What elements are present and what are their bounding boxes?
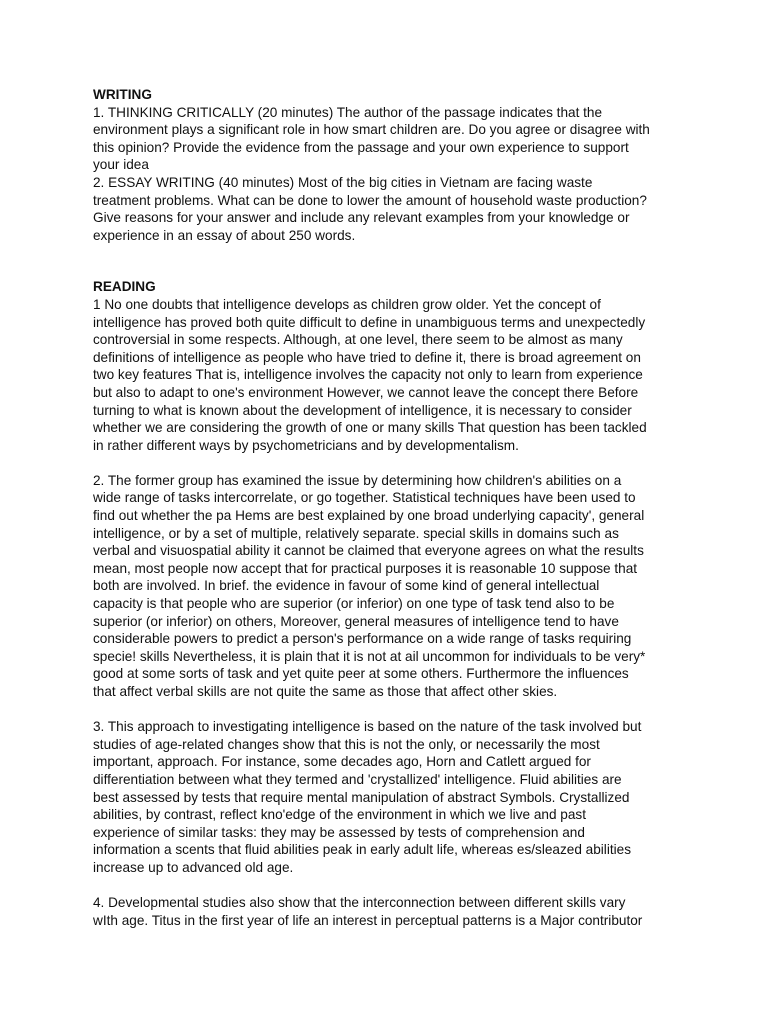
text-line: your idea xyxy=(93,157,149,173)
text-line: 1 No one doubts that intelligence develops as children grow older. Yet the concept of xyxy=(93,296,601,312)
text-line: this opinion? Provide the evidence from the passage and your own experience to support xyxy=(93,139,629,155)
text-line: whether we are considering the growth of one or many skills That question has been tackled xyxy=(93,420,647,436)
text-line: 4. Developmental studies also show that the interconnection between different skills vary xyxy=(93,895,626,911)
text-line: 2. The former group has examined the issue by determining how children's abilities on a xyxy=(93,472,622,488)
text-line: experience of similar tasks: they may be assessed by tests of comprehension and xyxy=(93,824,585,840)
text-line: controversial in some respects. Although, at one level, there seem to be almost as many xyxy=(93,332,623,348)
reading-paragraph-2 xyxy=(93,472,683,701)
text-line: Give reasons for your answer and include any relevant examples from your knowledge or xyxy=(93,210,630,226)
text-line: experience in an essay of about 250 words. xyxy=(93,227,356,243)
text-line: 1. THINKING CRITICALLY (20 minutes) The author of the passage indicates that the xyxy=(93,104,603,120)
text-line: mean, most people now accept that for practical purposes it is reasonable 10 suppose that xyxy=(93,560,638,576)
text-line: verbal and visuospatial ability it cannot be claimed that everyone agrees on what the results xyxy=(93,543,644,559)
text-line: studies of age-related changes show that this is not the only, or necessarily the most xyxy=(93,736,600,752)
text-line: abilities, by contrast, reflect kno'edge of the environment in which we live and past xyxy=(93,807,586,823)
text-line: information a scents that fluid abilities peak in early adult life, whereas es/sleazed abilities xyxy=(93,842,631,858)
text-line: wIth age. Titus in the first year of life an interest in perceptual patterns is a Major contributor xyxy=(93,912,643,928)
text-line: good at some sorts of task and yet quite peer at some others. Furthermore the influences xyxy=(93,666,629,682)
text-line: definitions of intelligence as people who have tried to define it, there is broad agreement on xyxy=(93,349,641,365)
text-line: but also to adapt to one's environment However, we cannot leave the concept there Before xyxy=(93,384,639,400)
text-line: superior (or inferior) on others, Moreover, general measures of intelligence tend to have xyxy=(93,613,619,629)
reading-section xyxy=(93,278,683,929)
text-line: wide range of tasks intercorrelate, or go together. Statistical techniques have been used to xyxy=(93,490,636,506)
text-line: important, approach. For instance, some decades ago, Horn and Catlett argued for xyxy=(93,754,591,770)
text-line: increase up to advanced old age. xyxy=(93,859,294,875)
reading-paragraph-1 xyxy=(93,296,683,454)
text-line: treatment problems. What can be done to lower the amount of household waste production? xyxy=(93,192,647,208)
text-line: both are involved. In brief. the evidence in favour of some kind of general intellectual xyxy=(93,578,600,594)
section-spacer xyxy=(93,244,683,278)
paragraph-spacer xyxy=(93,701,683,719)
writing-heading: WRITING xyxy=(93,87,152,102)
writing-task-1 xyxy=(93,104,683,174)
text-line: best assessed by tests that require mental manipulation of abstract Symbols. Crystallized xyxy=(93,789,630,805)
reading-paragraph-3 xyxy=(93,718,683,876)
text-line: intelligence has proved both quite difficult to define in unambiguous terms and unexpectedly xyxy=(93,314,646,330)
text-line: turning to what is known about the development of intelligence, it is necessary to consider xyxy=(93,402,632,418)
text-line: that affect verbal skills are not quite the same as those that affect other skies. xyxy=(93,684,558,699)
text-line: specie! skills Nevertheless, it is plain that it is not at ail uncommon for individuals to be very* xyxy=(93,648,646,664)
paragraph-spacer xyxy=(93,454,683,472)
writing-section xyxy=(93,86,683,244)
text-line: capacity is that people who are superior (or inferior) on one type of task tend also to be xyxy=(93,596,615,612)
document-page xyxy=(93,86,683,929)
reading-heading: READING xyxy=(93,279,156,295)
text-line: intelligence, or by a set of multiple, relatively separate. special skills in domains such as xyxy=(93,525,619,541)
paragraph-spacer xyxy=(93,877,683,895)
text-line: find out whether the pa Hems are best explained by one broad underlying capacity', general xyxy=(93,508,645,524)
writing-task-2 xyxy=(93,174,683,244)
text-line: environment plays a significant role in how smart children are. Do you agree or disagree with xyxy=(93,122,650,138)
text-line: 3. This approach to investigating intelligence is based on the nature of the task involved but xyxy=(93,719,642,735)
text-line: differentiation between what they termed and 'crystallized' intelligence. Fluid abilities are xyxy=(93,771,622,787)
reading-paragraph-4 xyxy=(93,894,683,929)
text-line: 2. ESSAY WRITING (40 minutes) Most of the big cities in Vietnam are facing waste xyxy=(93,174,593,190)
text-line: considerable powers to predict a person's performance on a wide range of tasks requiring xyxy=(93,631,632,647)
text-line: two key features That is, intelligence involves the capacity not only to learn from experience xyxy=(93,367,643,383)
text-line: in rather different ways by psychometricians and by developmentalism. xyxy=(93,437,519,453)
